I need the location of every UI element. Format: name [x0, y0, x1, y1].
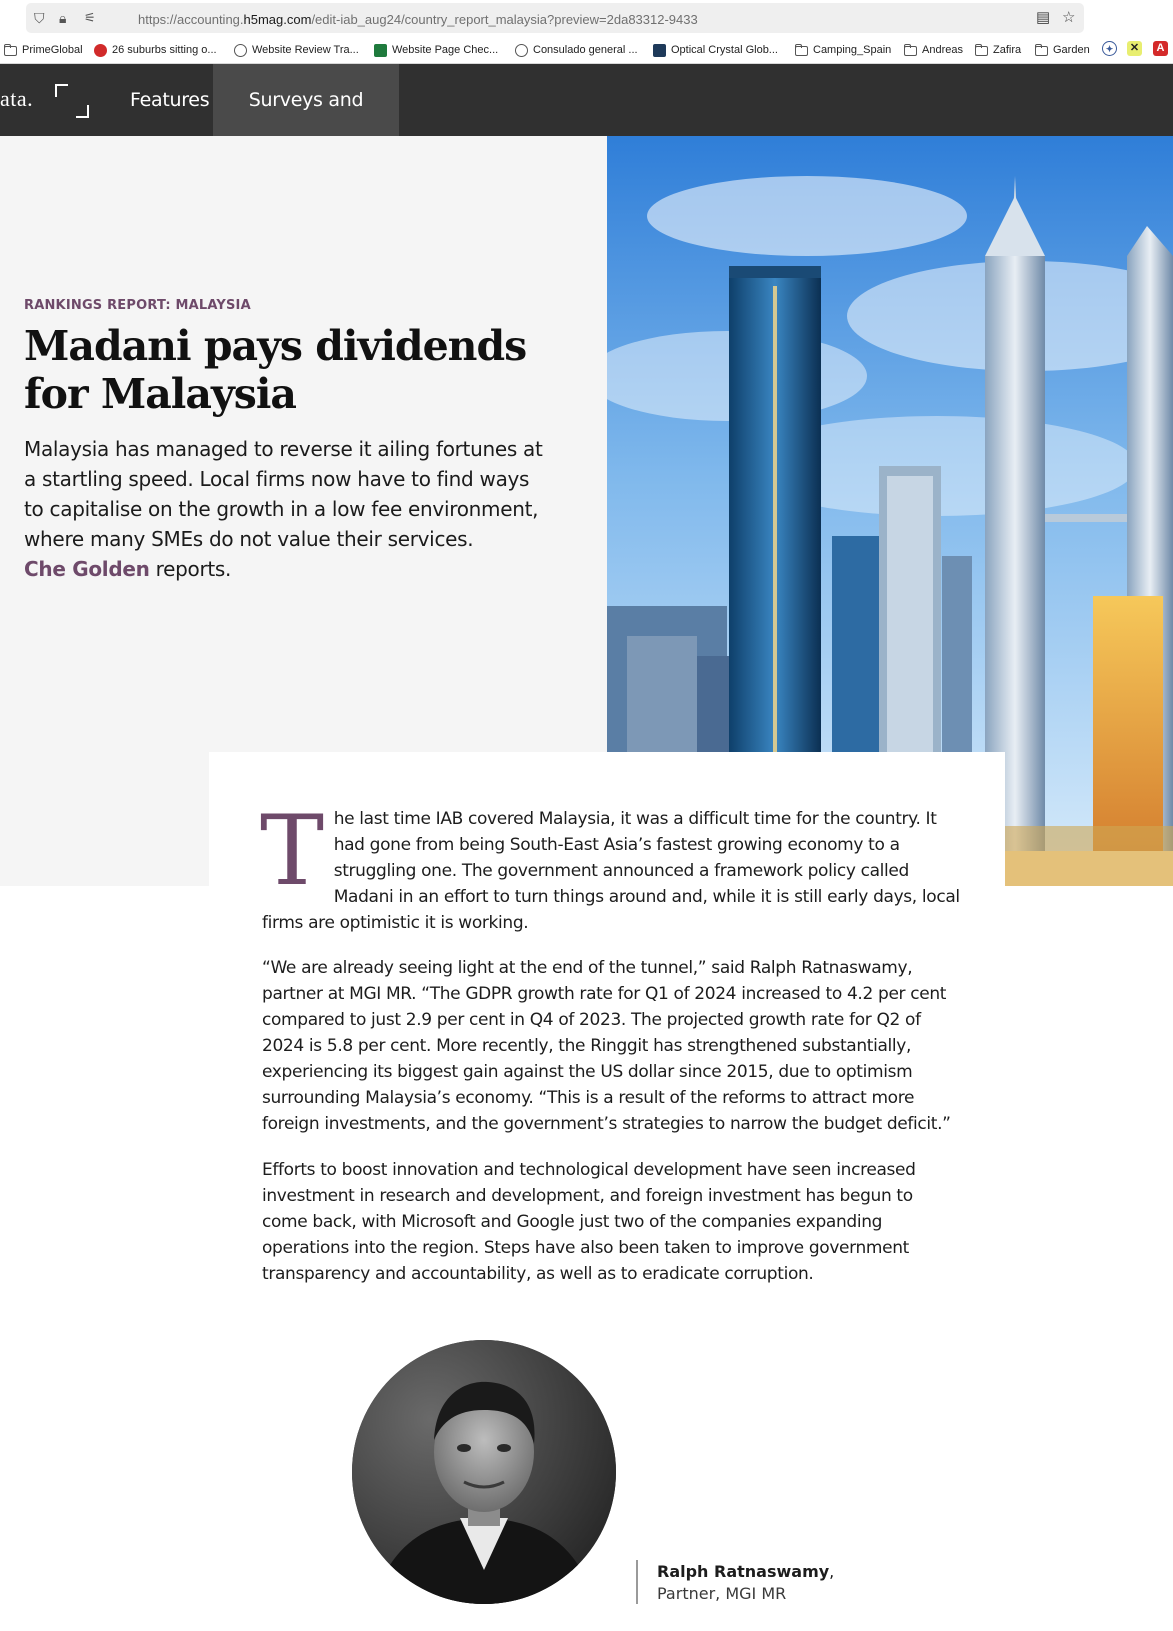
browser-toolbar [0, 0, 1173, 36]
folder-icon [795, 46, 808, 56]
folder-icon [1035, 46, 1048, 56]
site-icon [653, 44, 666, 57]
folder-icon [975, 46, 988, 56]
globe-icon [234, 44, 247, 57]
brackets-logo-icon[interactable] [55, 84, 89, 118]
bookmark-26-suburbs[interactable]: 26 suburbs sitting o... [94, 42, 217, 58]
site-navigation [0, 64, 1173, 136]
bookmark-zafira[interactable]: Zafira [975, 42, 1021, 58]
nav-features[interactable]: Features [130, 89, 210, 111]
article-headline: Madani pays dividends for Malaysia [24, 322, 527, 418]
bookmark-star-icon[interactable]: ☆ [1062, 9, 1076, 26]
article-paragraph-2: “We are already seeing light at the end of the tunnel,” said Ralph Ratnaswamy, partner at MGI MR. “The GDPR growth rate for Q1 of 2024 increased to 4.2 per cent compared to just 2.9 per cent in Q4 of 2023. The projected growth rate for Q2 of 2024 is 5.8 per cent. More recently, the Ringgit has strengthened substantially, experiencing its biggest gain against the US dollar since 2015, due to optimism surrounding Malaysia’s economy. “This is a result of the reforms to attract more foreign investments, and the government’s strategies to narrow the budget deficit.” [262, 958, 951, 1134]
nav-surveys-and-reports[interactable]: Surveys and [213, 64, 399, 136]
caption-name: Ralph Ratnaswamy, [657, 1562, 835, 1581]
bookmark-consulado[interactable]: Consulado general ... [515, 42, 638, 58]
lock-icon[interactable]: 🔒︎ [59, 10, 67, 26]
article-standfirst [24, 434, 544, 584]
site-icon [94, 44, 107, 57]
address-bar[interactable] [26, 3, 1084, 33]
portrait-photo [352, 1340, 616, 1604]
bookmark-primeglobal[interactable]: PrimeGlobal [4, 42, 83, 58]
bookmark-andreas[interactable]: Andreas [904, 42, 963, 58]
permissions-icon[interactable]: ⚟ [84, 10, 96, 25]
paw-extension-icon[interactable]: ✦ [1102, 41, 1117, 56]
reader-view-icon[interactable]: ▤ [1036, 9, 1051, 26]
site-logo[interactable]: ata. [0, 86, 34, 111]
article-paragraph-3: Efforts to boost innovation and technological development have seen increased investment in research and development, and foreign investment has begun to come back, with Microsoft and Google just two of the companies expanding operations into the region. Steps have also been taken to improve government transparency and accountability, as well as to eradicate corruption. [262, 1160, 916, 1284]
url-text[interactable]: https://accounting.h5mag.com/edit-iab_aug24/country_report_malaysia?preview=2da83312-9433 [138, 12, 698, 27]
globe-icon [515, 44, 528, 57]
bookmark-camping-spain[interactable]: Camping_Spain [795, 42, 891, 58]
x-extension-icon[interactable]: ✕ [1127, 41, 1142, 56]
bookmark-garden[interactable]: Garden [1035, 42, 1090, 58]
author-link[interactable]: Che Golden [24, 557, 150, 581]
bookmark-website-page-check[interactable]: Website Page Chec... [374, 42, 498, 58]
folder-icon [4, 46, 17, 56]
article-paragraph-1 [260, 795, 962, 936]
acrobat-extension-icon[interactable]: A [1153, 41, 1168, 56]
standfirst-text: Malaysia has managed to reverse it ailing fortunes at a startling speed. Local firms now have to find ways to capitalise on the growth in a low fee environment, where many SMEs do not value their services. [24, 437, 543, 551]
spreadsheet-icon [374, 44, 387, 57]
bookmark-website-review[interactable]: Website Review Tra... [234, 42, 359, 58]
bookmark-optical-crystal[interactable]: Optical Crystal Glob... [653, 42, 778, 58]
caption-divider [636, 1560, 638, 1604]
paragraph-1-text: he last time IAB covered Malaysia, it was a difficult time for the country. It had gone from being South-East Asia’s fastest growing economy to a struggling one. The government announced a framework policy called Madani in an effort to turn things around and, while it is still early days, local firms are optimistic it is working. [262, 809, 960, 933]
caption-role: Partner, MGI MR [657, 1584, 787, 1603]
article-kicker: RANKINGS REPORT: MALAYSIA [24, 298, 251, 313]
drop-cap: T [260, 795, 324, 907]
folder-icon [904, 46, 917, 56]
shield-icon[interactable]: ⛉ [34, 10, 45, 26]
standfirst-suffix: reports. [149, 557, 232, 581]
bookmarks-bar [0, 36, 1173, 64]
